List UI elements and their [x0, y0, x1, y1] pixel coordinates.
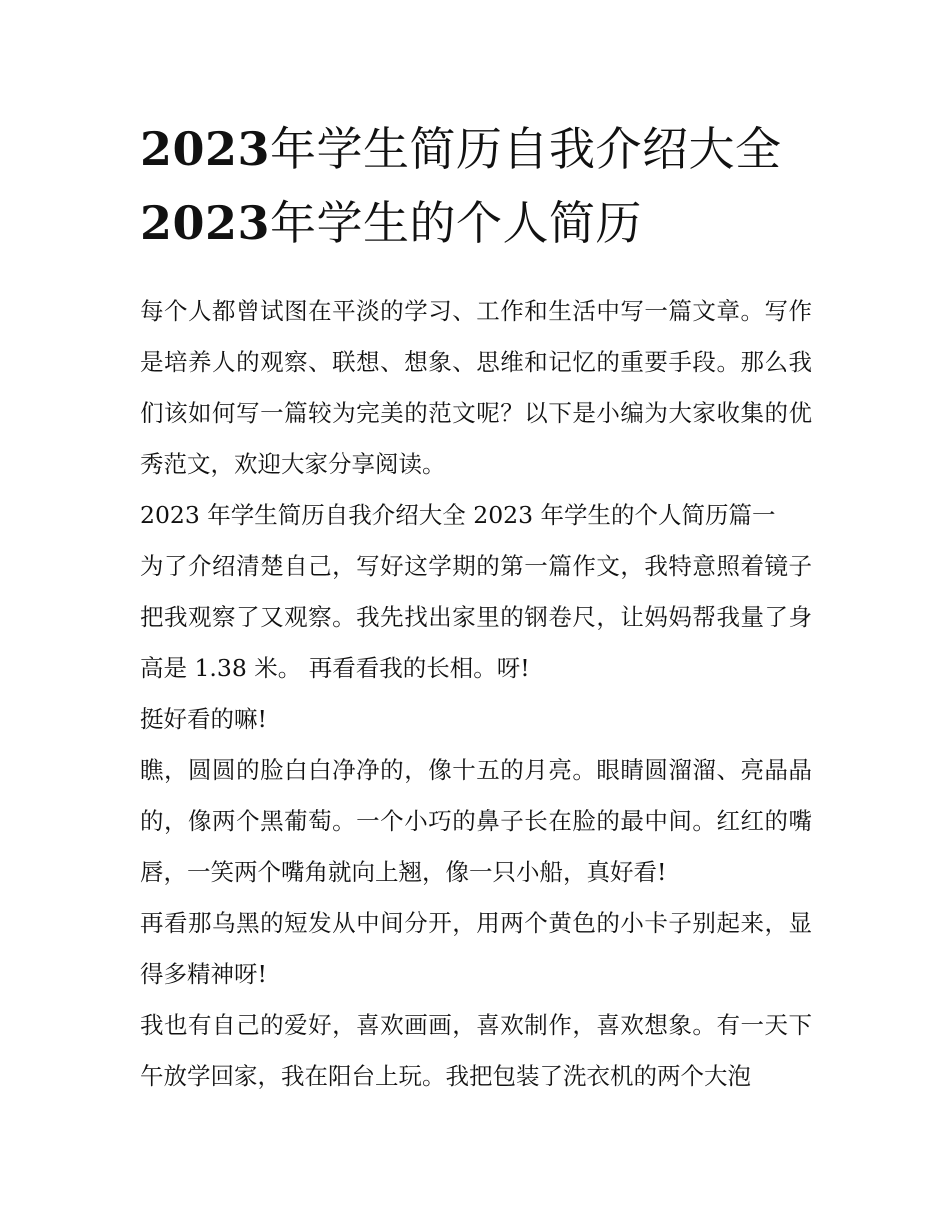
document-title — [140, 112, 812, 260]
paragraph-body: 我也有自己的爱好，喜欢画画，喜欢制作，喜欢想象。有一天下午放学回家，我在阳台上玩。我把包装了洗衣机的两个大泡 — [140, 1011, 812, 1090]
paragraph-body: 再看那乌黑的短发从中间分开，用两个黄色的小卡子别起来，显得多精神呀! — [140, 909, 812, 988]
title-line1-year: 2023 — [140, 122, 271, 176]
paragraph-section-heading: 2023 年学生简历自我介绍大全 2023 年学生的个人简历篇一 — [140, 501, 776, 529]
title-line1-text: 年学生简历自我介绍大全 — [270, 122, 782, 176]
title-line2-year: 2023 — [140, 196, 271, 250]
title-line2-text: 年学生的个人简历 — [270, 196, 643, 250]
paragraph-body: 挺好看的嘛! — [140, 705, 267, 733]
document-page — [140, 112, 812, 1102]
paragraph-body: 为了介绍清楚自己，写好这学期的第一篇作文，我特意照着镜子把我观察了又观察。我先找出家里的钢卷尺，让妈妈帮我量了身高是 1.38 米。 再看看我的长相。呀! — [140, 552, 812, 682]
paragraph-intro: 每个人都曾试图在平淡的学习、工作和生活中写一篇文章。写作是培养人的观察、联想、想象、思维和记忆的重要手段。那么我们该如何写一篇较为完美的范文呢？以下是小编为大家收集的优秀范文，欢迎大家分享阅读。 — [140, 297, 812, 478]
paragraph-body: 瞧，圆圆的脸白白净净的，像十五的月亮。眼睛圆溜溜、亮晶晶的，像两个黑葡萄。一个小巧的鼻子长在脸的最中间。红红的嘴唇，一笑两个嘴角就向上翘，像一只小船，真好看! — [140, 756, 812, 886]
